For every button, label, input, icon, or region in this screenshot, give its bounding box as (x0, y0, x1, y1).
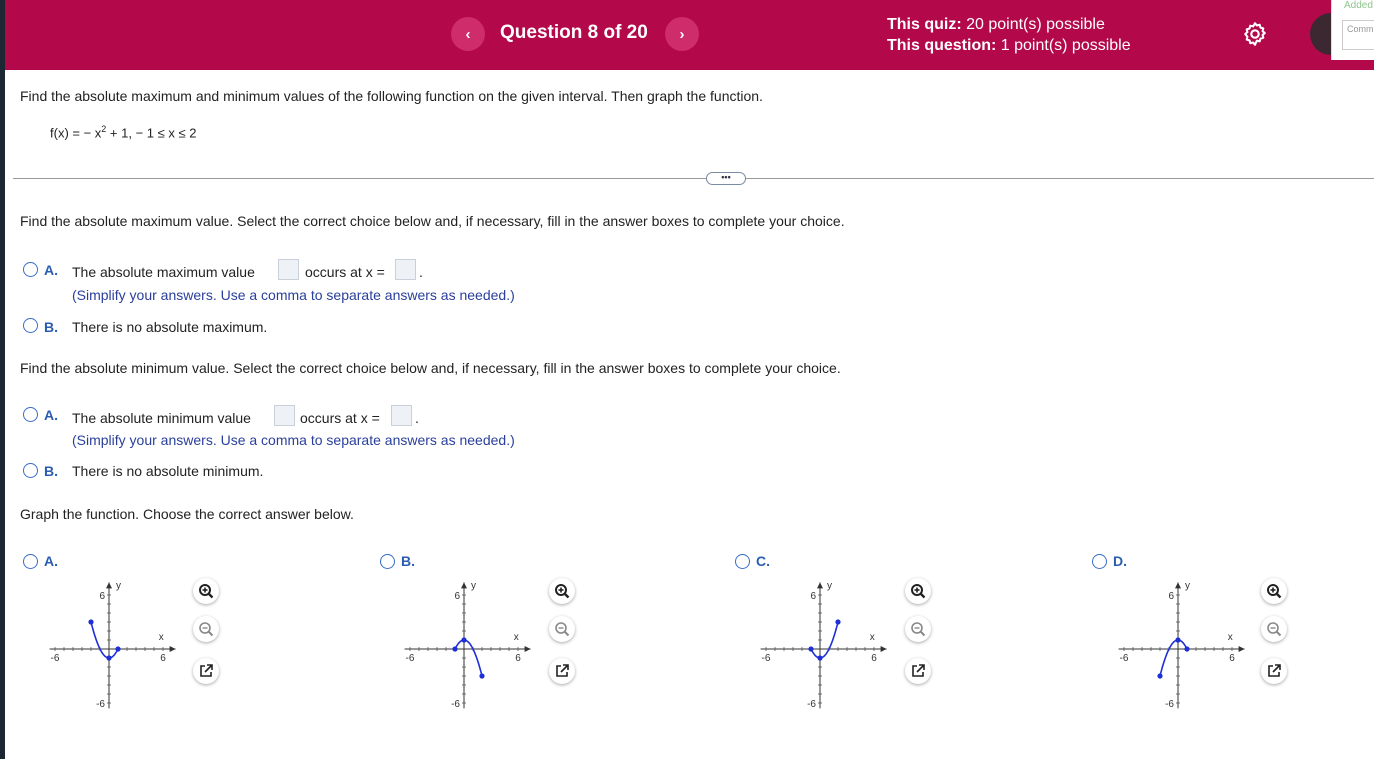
y-tick-label-pos: 6 (1168, 591, 1174, 602)
function-curve (811, 622, 838, 658)
graph-d-zoom-out-button[interactable] (1261, 616, 1287, 642)
curve-point (1175, 637, 1180, 642)
function-exponent: 2 (101, 124, 107, 134)
y-tick-label-neg: -6 (1165, 699, 1174, 710)
y-axis-arrow (817, 582, 823, 588)
x-axis-arrow (525, 646, 531, 652)
curve-point (835, 619, 840, 624)
curve-point (452, 646, 457, 651)
y-axis-label: y (471, 580, 476, 592)
previous-question-button[interactable] (451, 17, 485, 51)
max-option-a-text-3: . (419, 264, 423, 280)
external-link-icon (910, 663, 926, 679)
function-suffix: + 1, − 1 ≤ x ≤ 2 (106, 125, 197, 141)
graph-option-d-plot (1103, 574, 1253, 724)
zoom-in-icon (554, 583, 570, 599)
max-option-b-text: There is no absolute maximum. (72, 319, 268, 335)
graph-option-a-letter: A. (44, 553, 58, 569)
zoom-in-icon (1266, 583, 1282, 599)
graph-option-c-letter: C. (756, 553, 770, 569)
graph-a-zoom-out-button[interactable] (193, 616, 219, 642)
function-curve (1160, 640, 1187, 676)
graph-option-d-radio[interactable] (1092, 554, 1107, 569)
function-prefix: f(x) = − x (50, 125, 102, 141)
points-info (887, 14, 1131, 56)
zoom-in-icon (198, 583, 214, 599)
function-curve (91, 622, 118, 658)
question-header (5, 0, 1374, 70)
external-link-icon (198, 663, 214, 679)
curve-point (88, 619, 93, 624)
graph-option-b-letter: B. (401, 553, 415, 569)
y-tick-label-pos: 6 (810, 591, 816, 602)
graph-c-popout-button[interactable] (905, 658, 931, 684)
chevron-right-icon: › (679, 25, 685, 43)
curve-point (808, 646, 813, 651)
curve-point (479, 673, 484, 678)
max-option-b-letter: B. (44, 319, 58, 335)
question-counter: Question 8 of 20 (500, 22, 648, 43)
min-prompt: Find the absolute minimum value. Select the correct choice below and, if necessary, fill in the answer boxes to complete your choice. (20, 360, 841, 376)
max-option-b-radio[interactable] (23, 318, 38, 333)
max-prompt: Find the absolute maximum value. Select the correct choice below and, if necessary, fill in the answer boxes to complete your choice. (20, 213, 845, 229)
graph-b-zoom-out-button[interactable] (549, 616, 575, 642)
graph-a-popout-button[interactable] (193, 658, 219, 684)
curve-point (106, 655, 111, 660)
chevron-left-icon: ‹ (465, 25, 471, 43)
y-axis-arrow (1175, 582, 1181, 588)
x-axis-arrow (881, 646, 887, 652)
graph-prompt: Graph the function. Choose the correct answer below. (20, 506, 354, 522)
x-tick-label-neg: -6 (1119, 653, 1129, 664)
max-option-a-hint: (Simplify your answers. Use a comma to separate answers as needed.) (72, 287, 515, 303)
zoom-out-icon (1266, 621, 1282, 637)
x-axis-arrow (1239, 646, 1245, 652)
x-axis-label: x (158, 632, 164, 643)
graph-option-c-radio[interactable] (735, 554, 750, 569)
y-tick-label-neg: -6 (451, 699, 460, 710)
min-option-a-text-2: occurs at x = (300, 410, 380, 426)
zoom-out-icon (910, 621, 926, 637)
y-axis-arrow (106, 582, 112, 588)
y-axis-arrow (461, 582, 467, 588)
external-link-icon (1266, 663, 1282, 679)
x-axis-arrow (170, 646, 176, 652)
x-axis-label: x (1227, 632, 1233, 643)
question-points-value: 1 point(s) possible (1000, 37, 1131, 54)
question-points-label: This question: (887, 37, 997, 54)
settings-gear-icon[interactable] (1241, 20, 1269, 48)
comment-input[interactable]: Comm (1342, 20, 1374, 50)
graph-c-zoom-in-button[interactable] (905, 578, 931, 604)
zoom-in-icon (910, 583, 926, 599)
min-x-answer-box[interactable] (391, 405, 412, 426)
next-question-button[interactable] (665, 17, 699, 51)
x-tick-label-pos: 6 (160, 653, 166, 664)
problem-instructions: Find the absolute maximum and minimum values of the following function on the given interval. Then graph the function. (20, 88, 763, 104)
min-option-a-radio[interactable] (23, 407, 38, 422)
y-axis-label: y (1185, 580, 1190, 592)
graph-option-d-letter: D. (1113, 553, 1127, 569)
min-value-answer-box[interactable] (274, 405, 295, 426)
max-option-a-text-2: occurs at x = (305, 264, 385, 280)
graph-d-zoom-in-button[interactable] (1261, 578, 1287, 604)
y-tick-label-pos: 6 (454, 591, 460, 602)
curve-point (1184, 646, 1189, 651)
y-axis-label: y (116, 580, 121, 592)
max-option-a-letter: A. (44, 262, 58, 278)
left-window-edge (0, 0, 5, 759)
min-option-a-text-3: . (415, 410, 419, 426)
x-axis-label: x (869, 632, 875, 643)
min-option-a-letter: A. (44, 407, 58, 423)
zoom-out-icon (198, 621, 214, 637)
min-option-b-text: There is no absolute minimum. (72, 463, 264, 479)
graph-a-zoom-in-button[interactable] (193, 578, 219, 604)
graph-option-a-radio[interactable] (23, 554, 38, 569)
graph-option-c-plot (745, 574, 895, 724)
x-axis-label: x (513, 632, 519, 643)
quiz-points-label: This quiz: (887, 16, 962, 33)
y-tick-label-neg: -6 (96, 699, 105, 710)
y-tick-label-pos: 6 (99, 591, 105, 602)
x-tick-label-pos: 6 (871, 653, 877, 664)
x-tick-label-pos: 6 (1229, 653, 1235, 664)
curve-point (817, 655, 822, 660)
max-value-answer-box[interactable] (278, 259, 299, 280)
zoom-out-icon (554, 621, 570, 637)
max-option-a-radio[interactable] (23, 262, 38, 277)
curve-point (461, 637, 466, 642)
section-divider (13, 178, 1374, 179)
max-x-answer-box[interactable] (395, 259, 416, 280)
x-tick-label-pos: 6 (515, 653, 521, 664)
min-option-a-text-1: The absolute minimum value (72, 410, 251, 426)
curve-point (1157, 673, 1162, 678)
graph-option-b-plot (389, 574, 539, 724)
min-option-a-hint: (Simplify your answers. Use a comma to separate answers as needed.) (72, 432, 515, 448)
graph-b-popout-button[interactable] (549, 658, 575, 684)
expand-more-button[interactable]: ••• (706, 172, 746, 185)
external-link-icon (554, 663, 570, 679)
x-tick-label-neg: -6 (50, 653, 60, 664)
x-tick-label-neg: -6 (761, 653, 771, 664)
min-option-b-letter: B. (44, 463, 58, 479)
quiz-points-value: 20 point(s) possible (966, 16, 1105, 33)
y-tick-label-neg: -6 (807, 699, 816, 710)
graph-option-b-radio[interactable] (380, 554, 395, 569)
min-option-b-radio[interactable] (23, 463, 38, 478)
graph-d-popout-button[interactable] (1261, 658, 1287, 684)
x-tick-label-neg: -6 (405, 653, 415, 664)
side-comment-panel (1331, 0, 1374, 60)
graph-c-zoom-out-button[interactable] (905, 616, 931, 642)
curve-point (115, 646, 120, 651)
function-definition (50, 124, 196, 140)
max-option-a-text-1: The absolute maximum value (72, 264, 255, 280)
graph-b-zoom-in-button[interactable] (549, 578, 575, 604)
added-label: Added (1344, 0, 1373, 11)
y-axis-label: y (827, 580, 832, 592)
graph-option-a-plot (34, 574, 184, 724)
function-curve (455, 640, 482, 676)
